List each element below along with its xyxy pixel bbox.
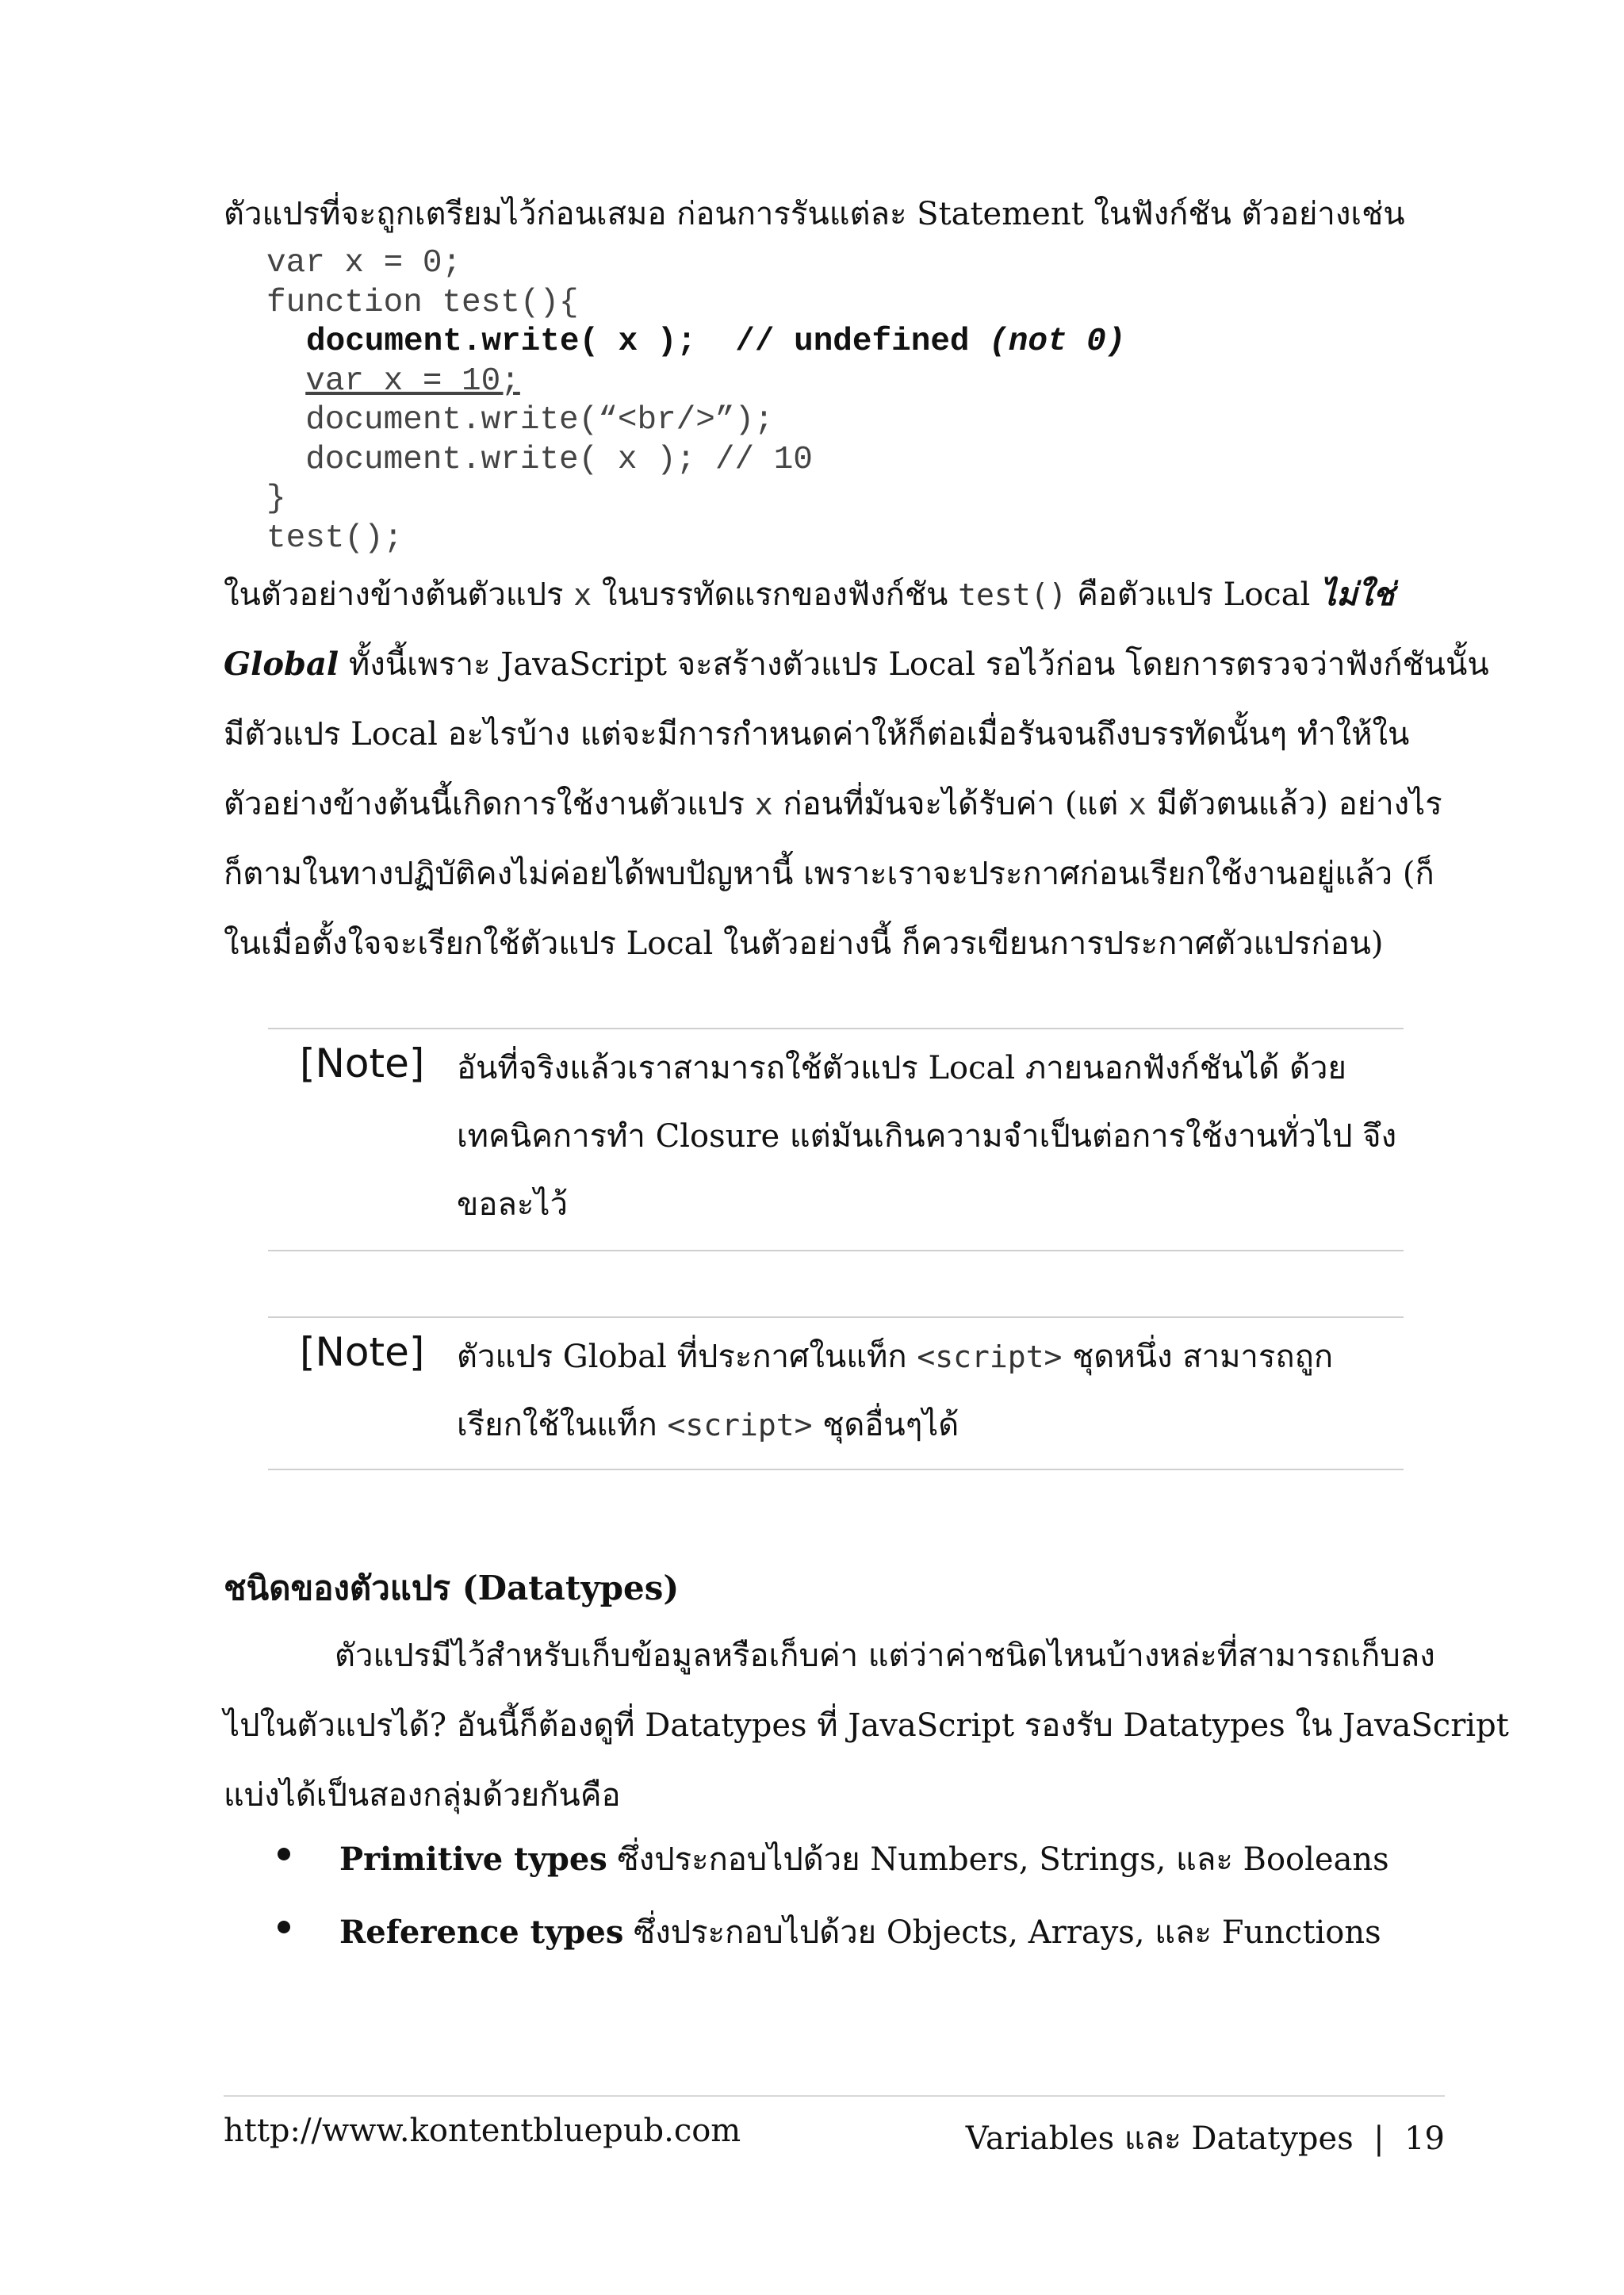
- footer-url: http://www.kontentbluepub.com: [224, 2113, 741, 2149]
- note-box-1: [268, 1028, 1404, 1251]
- code-line-3: [266, 323, 1125, 362]
- text-span: ชุดอื่นๆได้: [812, 1407, 959, 1443]
- para1-line-2: [224, 630, 1489, 699]
- emphasis-text: ไม่ใช่: [1320, 576, 1395, 613]
- inline-code: x: [1128, 787, 1147, 822]
- intro-paragraph: [224, 179, 1445, 249]
- explanation-paragraph: [224, 560, 1489, 979]
- code-line-5: document.write(“<br/>”);: [266, 402, 774, 439]
- note-line: อันที่จริงแล้วเราสามารถใช้ตัวแปร Local ภายนอกฟังก์ชันได้ ด้วย: [457, 1050, 1346, 1086]
- inline-code: x: [573, 577, 592, 612]
- text-span: ในตัวอย่างข้างต้นตัวแปร: [224, 577, 574, 613]
- footer-divider: [224, 2095, 1445, 2097]
- list-item-term: Reference types: [339, 1914, 624, 1951]
- code-bold-statement: document.write( x ); // undefined: [306, 324, 990, 360]
- inline-code: test(): [958, 577, 1067, 612]
- footer-separator: |: [1373, 2121, 1385, 2157]
- code-block: [266, 244, 1125, 558]
- note-box-2: [268, 1316, 1404, 1470]
- bullet-icon: [278, 1921, 290, 1933]
- code-line-7: }: [266, 481, 286, 517]
- para1-line-4: [224, 769, 1445, 839]
- list-item-term: Primitive types: [339, 1841, 607, 1878]
- para1-line-3: มีตัวแปร Local อะไรบ้าง แต่จะมีการกำหนดค่าให้ก็ต่อเมื่อรันจนถึงบรรทัดนั้นๆ ทำให้ใน: [224, 716, 1410, 753]
- code-indent: [266, 363, 305, 400]
- text-span: ทั้งนี้เพราะ JavaScript จะสร้างตัวแปร Local รอไว้ก่อน โดยการตรวจว่าฟังก์ชันนั้น: [339, 646, 1489, 683]
- list-item-text: ซึ่งประกอบไปด้วย Numbers, Strings, และ Booleans: [607, 1841, 1389, 1878]
- inline-code: <script>: [667, 1408, 813, 1443]
- page-number: 19: [1404, 2121, 1445, 2157]
- note-line: [457, 1391, 959, 1459]
- para1-line-6: ในเมื่อตั้งใจจะเรียกใช้ตัวแปร Local ในตัวอย่างนี้ ก็ควรเขียนการประกาศตัวแปรก่อน): [224, 925, 1384, 962]
- note-line: [457, 1323, 1333, 1391]
- code-line-2: function test(){: [266, 284, 579, 321]
- code-italic-comment: (not 0): [989, 324, 1126, 360]
- text-span: ชุดหนึ่ง สามารถถูก: [1062, 1339, 1334, 1375]
- text-span: ตัวอย่างข้างต้นนี้เกิดการใช้งานตัวแปร: [224, 786, 755, 822]
- text-span: เรียกใช้ในแท็ก: [457, 1407, 668, 1443]
- emphasis-text: Global: [224, 646, 339, 683]
- section-heading: ชนิดของตัวแปร (Datatypes): [224, 1569, 680, 1607]
- text-span: ก่อนที่มันจะได้รับค่า (แต่: [772, 786, 1128, 822]
- footer-section-title: Variables และ Datatypes: [965, 2121, 1354, 2157]
- para2-line-1: ตัวแปรมีไว้สำหรับเก็บข้อมูลหรือเก็บค่า แต่ว่าค่าชนิดไหนบ้างหล่ะที่สามารถเก็บลง: [335, 1638, 1435, 1674]
- inline-code: <script>: [917, 1339, 1063, 1374]
- code-line-1: var x = 0;: [266, 245, 462, 282]
- code-line-6: document.write( x ); // 10: [266, 441, 813, 478]
- list-item-text: ซึ่งประกอบไปด้วย Objects, Arrays, และ Functions: [623, 1914, 1381, 1951]
- para1-line-1: [224, 560, 1445, 630]
- text-span: มีตัวตนแล้ว) อย่างไร: [1146, 786, 1442, 822]
- note-label: [Note]: [300, 1040, 425, 1086]
- text-span: คือตัวแปร Local: [1067, 577, 1321, 613]
- para1-line-5: ก็ตามในทางปฏิบัติคงไม่ค่อยได้พบปัญหานี้ เพราะเราจะประกาศก่อนเรียกใช้งานอยู่แล้ว (ก็: [224, 856, 1434, 892]
- intro-line: ตัวแปรที่จะถูกเตรียมไว้ก่อนเสมอ ก่อนการรันแต่ละ Statement ในฟังก์ชัน ตัวอย่างเช่น: [224, 196, 1405, 232]
- datatypes-paragraph: [224, 1621, 1509, 1830]
- para2-line-3: แบ่งได้เป็นสองกลุ่มด้วยกันคือ: [224, 1777, 621, 1814]
- text-span: ในบรรทัดแรกของฟังก์ชัน: [592, 577, 959, 613]
- footer-section: [966, 2113, 1445, 2163]
- note-line: เทคนิคการทำ Closure แต่มันเกินความจำเป็นต่อการใช้งานทั่วไป จึง: [457, 1118, 1397, 1155]
- para2-line-2: ไปในตัวแปรได้? อันนี้ก็ต้องดูที่ Datatypes ที่ JavaScript รองรับ Datatypes ใน JavaScript: [224, 1707, 1509, 1744]
- text-span: ตัวแปร Global ที่ประกาศในแท็ก: [457, 1339, 917, 1375]
- note-label: [Note]: [300, 1329, 425, 1375]
- code-line-8: test();: [266, 519, 404, 557]
- note-line: ขอละไว้: [457, 1186, 568, 1223]
- bullet-icon: [278, 1848, 290, 1860]
- inline-code: x: [754, 787, 773, 822]
- code-line-4: [266, 362, 1125, 402]
- code-underlined-declaration: var x = 10;: [305, 362, 520, 400]
